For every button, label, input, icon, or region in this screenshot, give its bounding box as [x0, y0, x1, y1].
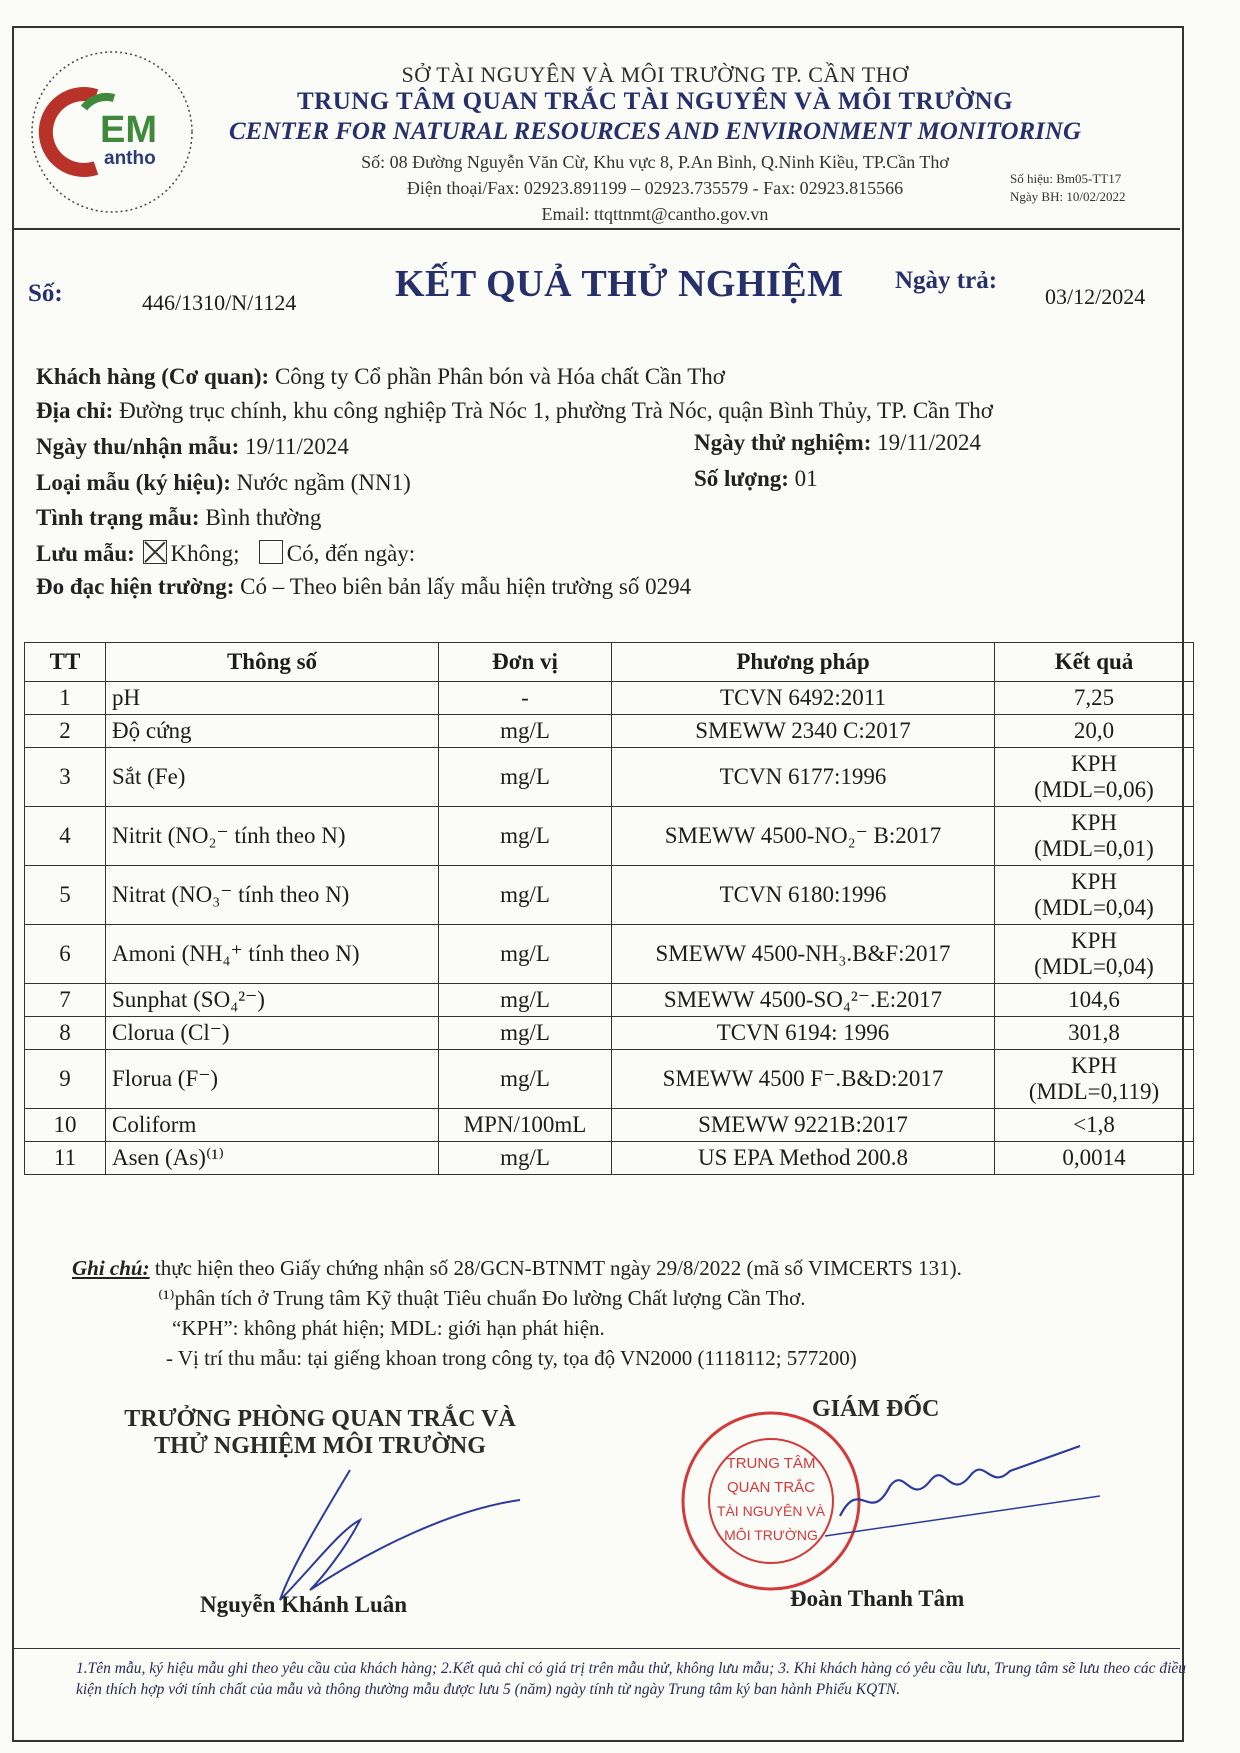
row-result [995, 1050, 1194, 1109]
results-table [24, 642, 1194, 1175]
keep-yes-label: Có, đến ngày: [286, 541, 416, 566]
stamp-text-4: MÔI TRƯỜNG [724, 1527, 818, 1543]
row-parameter: Nitrit (NO₂⁻ tính theo N) [106, 807, 439, 866]
sample-type-label: Loại mẫu (ký hiệu): [36, 470, 231, 495]
row-unit: mg/L [439, 866, 612, 925]
table-row [25, 984, 1194, 1017]
customer-line [36, 364, 725, 390]
row-number: 7 [25, 984, 106, 1017]
address-line [36, 398, 993, 424]
row-unit: MPN/100mL [439, 1109, 612, 1142]
keep-no-checkbox[interactable] [143, 540, 167, 564]
row-method: TCVN 6194: 1996 [612, 1017, 995, 1050]
row-result-mdl: (MDL=0,04) [1034, 954, 1154, 979]
row-result [995, 807, 1194, 866]
table-row [25, 1017, 1194, 1050]
row-result-value: 0,0014 [1062, 1145, 1126, 1170]
row-result [995, 682, 1194, 715]
right-signature-icon [820, 1436, 1120, 1546]
row-number: 1 [25, 682, 106, 715]
row-number: 2 [25, 715, 106, 748]
sample-state-value: Bình thường [205, 505, 322, 530]
col-header-result: Kết quả [995, 643, 1194, 682]
row-number: 11 [25, 1142, 106, 1175]
row-result-value: KPH [1070, 869, 1117, 894]
col-header-param: Thông số [106, 643, 439, 682]
left-signer-title [90, 1406, 550, 1460]
center-address: Số: 08 Đường Nguyễn Văn Cừ, Khu vực 8, P.An Bình, Q.Ninh Kiều, TP.Cần Thơ [361, 152, 949, 172]
return-date: 03/12/2024 [1045, 284, 1146, 309]
sample-keep-line [36, 540, 415, 567]
report-number-label: Số: [28, 280, 63, 307]
header-divider [12, 228, 1180, 230]
row-result-value: KPH [1070, 810, 1117, 835]
row-result-mdl: (MDL=0,119) [1028, 1079, 1160, 1104]
row-result [995, 715, 1194, 748]
right-signer-name: Đoàn Thanh Tâm [790, 1586, 965, 1611]
row-number: 10 [25, 1109, 106, 1142]
table-row [25, 925, 1194, 984]
row-parameter: Asen (As)⁽¹⁾ [106, 1142, 439, 1175]
left-signer-title-2: THỬ NGHIỆM MÔI TRƯỜNG [154, 1433, 486, 1459]
sample-type-value: Nước ngầm (NN1) [236, 470, 411, 495]
row-parameter: pH [106, 682, 439, 715]
form-code: Số hiệu: Bm05-TT17 [1010, 171, 1122, 186]
test-date-label: Ngày thử nghiệm: [694, 430, 872, 455]
row-parameter: Clorua (Cl⁻) [106, 1017, 439, 1050]
row-parameter: Sunphat (SO₄²⁻) [106, 984, 439, 1017]
row-result-mdl: (MDL=0,04) [1034, 895, 1154, 920]
row-number: 9 [25, 1050, 106, 1109]
quantity-value: 01 [794, 466, 818, 491]
logo-subtext: antho [104, 148, 156, 169]
sample-type-line [36, 470, 411, 496]
center-logo-icon [26, 46, 198, 218]
col-header-unit: Đơn vị [439, 643, 612, 682]
row-method: US EPA Method 200.8 [612, 1142, 995, 1175]
footer-divider [12, 1648, 1180, 1649]
center-phone: Điện thoại/Fax: 02923.891199 – 02923.735579 - Fax: 02923.815566 [406, 178, 904, 198]
row-result-value: 301,8 [1068, 1020, 1120, 1045]
center-name-en: CENTER FOR NATURAL RESOURCES AND ENVIRONMENT MONITORING [228, 118, 1082, 145]
row-unit: mg/L [439, 925, 612, 984]
row-unit: mg/L [439, 984, 612, 1017]
sample-state-line [36, 505, 321, 531]
table-row [25, 866, 1194, 925]
row-unit: - [439, 682, 612, 715]
note-label: Ghi chú: [72, 1256, 150, 1280]
stamp-text-3: TÀI NGUYÊN VÀ [716, 1503, 826, 1519]
row-method: SMEWW 4500-NO₂⁻ B:2017 [612, 807, 995, 866]
note-line-1 [72, 1256, 962, 1281]
test-date-line [694, 430, 981, 456]
row-method: TCVN 6177:1996 [612, 748, 995, 807]
table-row [25, 682, 1194, 715]
receive-date-label: Ngày thu/nhận mẫu: [36, 434, 240, 459]
table-row [25, 715, 1194, 748]
row-parameter: Florua (F⁻) [106, 1050, 439, 1109]
row-result [995, 1109, 1194, 1142]
field-measure-value: Có – Theo biên bản lấy mẫu hiện trường số 0294 [240, 574, 692, 599]
row-number: 4 [25, 807, 106, 866]
stamp-text-1: TRUNG TÂM [726, 1455, 816, 1472]
keep-yes-checkbox[interactable] [259, 540, 283, 564]
address-label: Địa chỉ: [36, 398, 114, 423]
center-name-vi: TRUNG TÂM QUAN TRẮC TÀI NGUYÊN VÀ MÔI TRƯỜNG [296, 88, 1014, 115]
row-number: 3 [25, 748, 106, 807]
row-result [995, 925, 1194, 984]
return-date-label: Ngày trả: [895, 267, 998, 294]
table-row [25, 1142, 1194, 1175]
table-row [25, 748, 1194, 807]
page-title: KẾT QUẢ THỬ NGHIỆM [395, 263, 844, 305]
table-row [25, 807, 1194, 866]
test-date-value: 19/11/2024 [877, 430, 982, 455]
row-result-value: 7,25 [1073, 685, 1115, 710]
left-signer-title-1: TRƯỞNG PHÒNG QUAN TRẮC VÀ [124, 1406, 516, 1432]
table-row [25, 1050, 1194, 1109]
row-result [995, 1017, 1194, 1050]
left-signer-name: Nguyễn Khánh Luân [200, 1592, 408, 1617]
note-line-3: “KPH”: không phát hiện; MDL: giới hạn phát hiện. [172, 1316, 605, 1340]
field-measure-line [36, 574, 691, 600]
row-unit: mg/L [439, 807, 612, 866]
row-result [995, 748, 1194, 807]
row-number: 6 [25, 925, 106, 984]
form-issue-date: Ngày BH: 10/02/2022 [1010, 189, 1126, 204]
logo-text: EM [100, 109, 157, 151]
row-number: 8 [25, 1017, 106, 1050]
row-number: 5 [25, 866, 106, 925]
row-method: TCVN 6492:2011 [612, 682, 995, 715]
sample-state-label: Tình trạng mẫu: [36, 505, 200, 530]
report-number: 446/1310/N/1124 [142, 290, 297, 315]
row-method: SMEWW 4500-NH₃.B&F:2017 [612, 925, 995, 984]
col-header-method: Phương pháp [612, 643, 995, 682]
row-method: SMEWW 2340 C:2017 [612, 715, 995, 748]
keep-no-label: Không; [170, 541, 240, 566]
row-result-value: 104,6 [1068, 987, 1120, 1012]
receive-date-value: 19/11/2024 [244, 434, 349, 459]
row-method: SMEWW 4500-SO₄²⁻.E:2017 [612, 984, 995, 1017]
quantity-line [694, 466, 818, 492]
row-result-mdl: (MDL=0,01) [1034, 836, 1154, 861]
table-header-row [25, 643, 1194, 682]
row-method: SMEWW 4500 F⁻.B&D:2017 [612, 1050, 995, 1109]
address-value: Đường trục chính, khu công nghiệp Trà Nóc 1, phường Trà Nóc, quận Bình Thủy, TP. Cần Thơ [119, 398, 993, 423]
row-parameter: Amoni (NH₄⁺ tính theo N) [106, 925, 439, 984]
row-result-value: KPH [1070, 1053, 1117, 1078]
row-parameter: Sắt (Fe) [106, 748, 439, 807]
row-unit: mg/L [439, 1050, 612, 1109]
customer-value: Công ty Cổ phần Phân bón và Hóa chất Cần Thơ [274, 364, 725, 389]
row-result [995, 866, 1194, 925]
table-row [25, 1109, 1194, 1142]
row-parameter: Độ cứng [106, 715, 439, 748]
sample-keep-label: Lưu mẫu: [36, 541, 135, 566]
row-result-value: 20,0 [1073, 718, 1115, 743]
col-header-tt: TT [25, 643, 106, 682]
row-parameter: Nitrat (NO₃⁻ tính theo N) [106, 866, 439, 925]
row-result [995, 1142, 1194, 1175]
note-line-4: - Vị trí thu mẫu: tại giếng khoan trong công ty, tọa độ VN2000 (1118112; 577200) [166, 1346, 857, 1370]
form-code-block [1010, 170, 1126, 206]
note-text-1: thực hiện theo Giấy chứng nhận số 28/GCN-BTNMT ngày 29/8/2022 (mã số VIMCERTS 131). [154, 1256, 962, 1280]
customer-label: Khách hàng (Cơ quan): [36, 364, 270, 389]
right-signer-title: GIÁM ĐỐC [812, 1396, 940, 1422]
row-result-value: <1,8 [1073, 1112, 1115, 1137]
row-unit: mg/L [439, 748, 612, 807]
row-result-value: KPH [1070, 751, 1117, 776]
stamp-text-2: QUAN TRẮC [726, 1479, 816, 1496]
center-email: Email: ttqttnmt@cantho.gov.vn [541, 204, 769, 224]
row-unit: mg/L [439, 1017, 612, 1050]
row-result-mdl: (MDL=0,06) [1034, 777, 1154, 802]
row-unit: mg/L [439, 1142, 612, 1175]
row-method: TCVN 6180:1996 [612, 866, 995, 925]
receive-date-line [36, 434, 349, 460]
dept-name: SỞ TÀI NGUYÊN VÀ MÔI TRƯỜNG TP. CẦN THƠ [401, 62, 909, 87]
row-result [995, 984, 1194, 1017]
left-signature-icon [250, 1460, 530, 1610]
quantity-label: Số lượng: [694, 466, 789, 491]
row-unit: mg/L [439, 715, 612, 748]
row-method: SMEWW 9221B:2017 [612, 1109, 995, 1142]
row-result-value: KPH [1070, 928, 1117, 953]
footer-disclaimer: 1.Tên mẫu, ký hiệu mẫu ghi theo yêu cầu của khách hàng; 2.Kết quả chỉ có giá trị trên mẫu thử, không lưu mẫu; 3. Khi khách hàng có yêu cầu lưu, Trung tâm sẽ lưu theo các điều kiện thích hợp với tính chất của mẫu và thông thường mẫu được lưu 5 (năm) ngày tính từ ngày Trung tâm ký ban hành Phiếu KQTN. [76, 1660, 1187, 1698]
field-measure-label: Đo đạc hiện trường: [36, 574, 235, 599]
row-parameter: Coliform [106, 1109, 439, 1142]
note-line-2: ⁽¹⁾phân tích ở Trung tâm Kỹ thuật Tiêu chuẩn Đo lường Chất lượng Cần Thơ. [158, 1286, 806, 1310]
